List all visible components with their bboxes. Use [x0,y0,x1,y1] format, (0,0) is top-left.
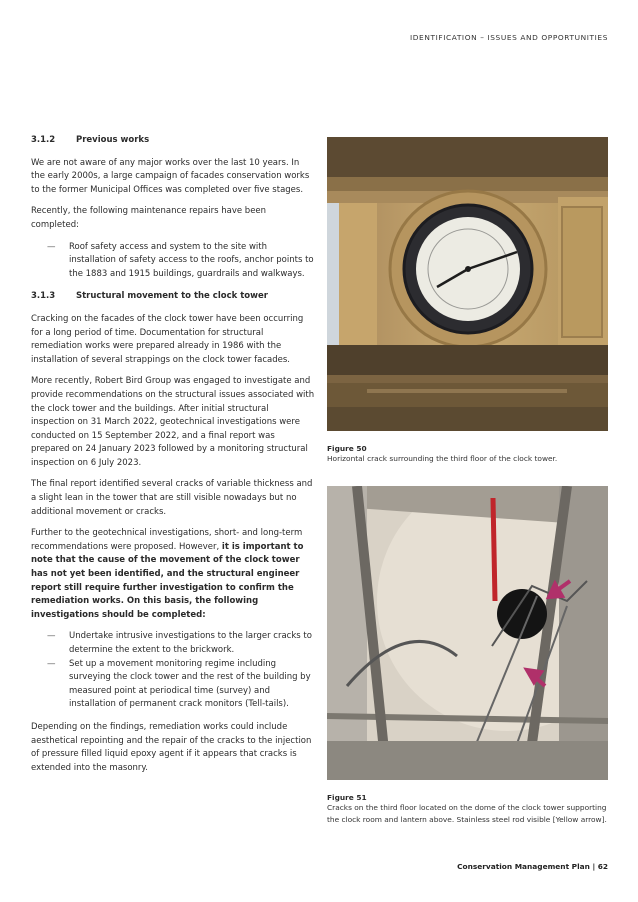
figure-51 [327,486,608,825]
bullet-list [31,630,315,712]
section-title: Structural movement to the clock tower [76,291,268,302]
figure-caption: Cracks on the third floor located on the dome of the clock tower supporting the clock room and lantern above. Stainless steel rod visible [Yellow arrow]. [327,803,607,824]
paragraph: We are not aware of any major works over the last 10 years. In the early 2000s, a large campaign of facades conservation works to the former Municipal Offices was completed over five stages. [31,157,310,195]
list-item: — Set up a movement monitoring regime including surveying the clock tower and the rest of the building by measured point at periodical time (survey) and installation of permanent crack monitors (Tell-tails). [69,658,315,712]
paragraph: Cracking on the facades of the clock tower have been occurring for a long period of time. Documentation for structural remediation works were prepared already in 1986 with the installation of several strappings on the clock tower facades. [31,313,304,365]
list-item: — Roof safety access and system to the site with installation of safety access to the roofs, anchor points to the 1883 and 1915 buildings, guardrails and walkways. [69,241,315,282]
section-heading-3-1-2 [31,134,315,148]
section-heading-3-1-3 [31,290,315,304]
page-footer: Conservation Management Plan | 62 [457,862,608,871]
dome-interior-photo [327,486,608,780]
emphasis-text: it is important to note that the cause of the movement of the clock tower has not yet been identified, and the structural engineer report still require further investigation to confirm the remediation works. On this basis, the following investigations should be completed: [31,541,304,620]
section-number: 3.1.3 [31,291,56,302]
paragraph: Recently, the following maintenance repairs have been completed: [31,206,267,230]
section-title: Previous works [76,135,150,145]
clock-tower-photo [327,137,608,431]
body-text-column [31,134,315,783]
paragraph: More recently, Robert Bird Group was engaged to investigate and provide recommendations on the structural issues associated with the clock tower and the buildings. After initial structural inspection on 31 March 2022, geotechnical investigations were conducted on 15 September 2022, and a final report was prepared on 24 January 2023 followed by a monitoring structural inspection on 6 July 2023. [31,376,315,468]
figure-caption: Horizontal crack surrounding the third floor of the clock tower. [327,454,558,463]
paragraph: Depending on the findings, remediation works could include aesthetical repointing and the repair of the cracks to the injection of pressure filled liquid epoxy agent if it appears that cracks is extended into the masonry. [31,721,312,773]
figure-title: Figure 50 [327,444,367,453]
paragraph-text: Further to the geotechnical investigations, short- and long-term recommendations were proposed. However, [31,528,303,552]
figure-50 [327,137,608,465]
bullet-list [31,241,315,282]
paragraph [31,527,315,622]
section-number: 3.1.2 [31,135,56,145]
paragraph: The final report identified several cracks of variable thickness and a slight lean in the tower that are still visible nowadays but no additional movement or cracks. [31,479,313,517]
figure-title: Figure 51 [327,793,367,802]
list-item: — Undertake intrusive investigations to the larger cracks to determine the extent to the brickwork. [69,630,315,657]
running-header: IDENTIFICATION – ISSUES AND OPPORTUNITIES [409,33,608,42]
